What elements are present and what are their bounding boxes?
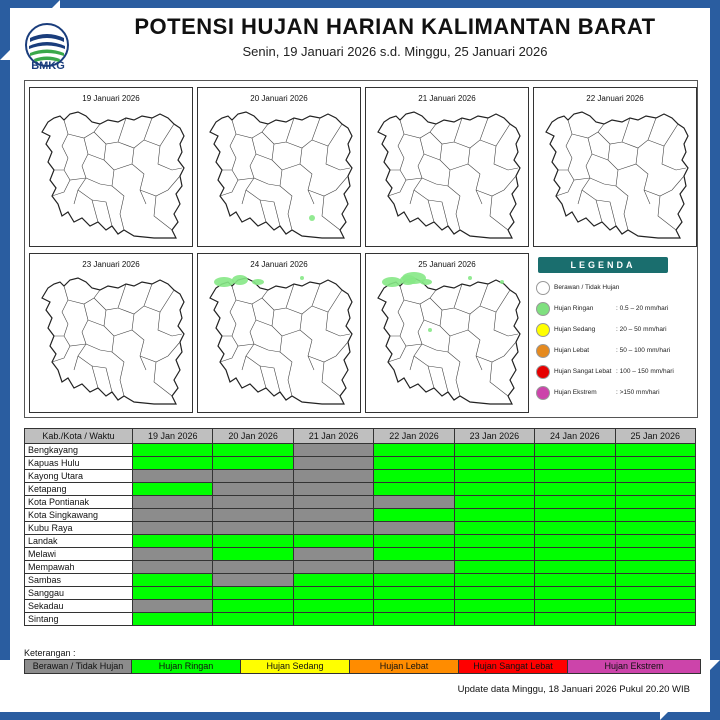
forecast-cell xyxy=(454,444,534,457)
forecast-cell xyxy=(213,548,293,561)
legend-item xyxy=(536,365,696,379)
forecast-cell xyxy=(293,444,373,457)
province-outline xyxy=(378,278,520,404)
forecast-cell xyxy=(535,509,615,522)
forecast-cell xyxy=(133,496,213,509)
province-outline xyxy=(210,278,352,404)
column-header-date: 23 Jan 2026 xyxy=(454,429,534,444)
keterangan-item: Berawan / Tidak Hujan xyxy=(25,660,132,673)
legend-item xyxy=(536,302,696,316)
legend-name: Hujan Sangat Lebat xyxy=(554,368,612,375)
map-date-label: 23 Januari 2026 xyxy=(82,260,140,269)
forecast-cell xyxy=(535,587,615,600)
kalbar-map xyxy=(202,270,356,408)
kalbar-map xyxy=(538,104,692,242)
legend-name: Hujan Sedang xyxy=(554,326,596,333)
forecast-cell xyxy=(454,613,534,626)
province-outline xyxy=(378,112,520,238)
forecast-cell xyxy=(133,522,213,535)
kalbar-map xyxy=(370,270,524,408)
forecast-cell xyxy=(133,561,213,574)
map-date-label: 19 Januari 2026 xyxy=(82,94,140,103)
forecast-cell xyxy=(293,457,373,470)
forecast-cell xyxy=(535,600,615,613)
forecast-cell xyxy=(615,574,695,587)
keterangan-item: Hujan Lebat xyxy=(350,660,459,673)
legend-name: Hujan Lebat xyxy=(554,347,590,354)
province-outline xyxy=(210,112,352,238)
map-date-label: 22 Januari 2026 xyxy=(586,94,644,103)
forecast-cell xyxy=(213,587,293,600)
forecast-cell xyxy=(535,496,615,509)
forecast-cell xyxy=(293,496,373,509)
forecast-cell xyxy=(133,457,213,470)
legend xyxy=(530,249,692,409)
map-date-label: 20 Januari 2026 xyxy=(250,94,308,103)
forecast-cell xyxy=(213,613,293,626)
forecast-cell xyxy=(374,444,454,457)
legend-range: : 100 – 150 mm/hari xyxy=(616,368,674,375)
region-name: Melawi xyxy=(25,548,133,561)
legend-swatch xyxy=(536,386,550,400)
region-name: Sintang xyxy=(25,613,133,626)
forecast-cell xyxy=(454,457,534,470)
forecast-cell xyxy=(454,483,534,496)
forecast-cell xyxy=(133,535,213,548)
forecast-cell xyxy=(213,444,293,457)
column-header-date: 19 Jan 2026 xyxy=(133,429,213,444)
region-name: Kota Pontianak xyxy=(25,496,133,509)
forecast-cell xyxy=(293,483,373,496)
legend-item xyxy=(536,386,696,400)
region-name: Sanggau xyxy=(25,587,133,600)
forecast-cell xyxy=(133,509,213,522)
forecast-cell xyxy=(615,496,695,509)
map-panel xyxy=(197,253,361,413)
forecast-cell xyxy=(293,587,373,600)
forecast-cell xyxy=(535,574,615,587)
forecast-cell xyxy=(374,574,454,587)
frame-top xyxy=(60,0,720,8)
legend-item xyxy=(536,323,696,337)
forecast-cell xyxy=(374,457,454,470)
legend-name: Hujan Ekstrem xyxy=(554,389,597,396)
forecast-cell xyxy=(535,444,615,457)
forecast-cell xyxy=(293,613,373,626)
rain-table xyxy=(24,428,696,626)
forecast-cell xyxy=(133,600,213,613)
forecast-cell xyxy=(535,535,615,548)
forecast-cell xyxy=(293,574,373,587)
forecast-cell xyxy=(374,496,454,509)
region-name: Kapuas Hulu xyxy=(25,457,133,470)
table-header-row xyxy=(25,429,696,444)
forecast-cell xyxy=(213,561,293,574)
forecast-cell xyxy=(535,613,615,626)
map-panel xyxy=(365,253,529,413)
region-name: Bengkayang xyxy=(25,444,133,457)
page-subtitle: Senin, 19 Januari 2026 s.d. Minggu, 25 Januari 2026 xyxy=(242,44,548,59)
map-panel xyxy=(197,87,361,247)
forecast-cell xyxy=(535,522,615,535)
forecast-cell xyxy=(454,574,534,587)
table-row xyxy=(25,561,696,574)
province-outline xyxy=(42,278,184,404)
legend-name: Berawan / Tidak Hujan xyxy=(554,284,620,291)
frame-left xyxy=(0,60,10,660)
forecast-cell xyxy=(615,587,695,600)
forecast-cell xyxy=(213,509,293,522)
forecast-cell xyxy=(454,587,534,600)
column-header-date: 25 Jan 2026 xyxy=(615,429,695,444)
legend-item xyxy=(536,344,696,358)
forecast-cell xyxy=(454,535,534,548)
forecast-cell xyxy=(374,548,454,561)
forecast-cell xyxy=(293,470,373,483)
rain-area xyxy=(300,276,304,280)
region-name: Landak xyxy=(25,535,133,548)
forecast-cell xyxy=(535,561,615,574)
forecast-cell xyxy=(615,548,695,561)
forecast-cell xyxy=(535,470,615,483)
forecast-cell xyxy=(133,483,213,496)
legend-swatch xyxy=(536,302,550,316)
rain-area xyxy=(382,277,402,287)
forecast-cell xyxy=(374,509,454,522)
map-grid xyxy=(24,80,698,418)
map-panel xyxy=(29,87,193,247)
forecast-cell xyxy=(615,613,695,626)
legend-swatch xyxy=(536,344,550,358)
forecast-cell xyxy=(374,535,454,548)
column-header-date: 24 Jan 2026 xyxy=(535,429,615,444)
keterangan-bar xyxy=(24,659,701,674)
forecast-cell xyxy=(213,483,293,496)
forecast-cell xyxy=(293,600,373,613)
legend-swatch xyxy=(536,323,550,337)
legend-item xyxy=(536,281,696,295)
keterangan-label: Keterangan : xyxy=(24,648,76,658)
keterangan-item: Hujan Sedang xyxy=(241,660,350,673)
table-row xyxy=(25,613,696,626)
forecast-cell xyxy=(615,509,695,522)
table-row xyxy=(25,574,696,587)
forecast-cell xyxy=(454,522,534,535)
update-timestamp: Update data Minggu, 18 Januari 2026 Pukul 20.20 WIB xyxy=(457,684,690,695)
table-row xyxy=(25,457,696,470)
keterangan-item: Hujan Ringan xyxy=(132,660,241,673)
keterangan-item: Hujan Ekstrem xyxy=(568,660,700,673)
forecast-cell xyxy=(535,457,615,470)
frame-bottom xyxy=(0,712,660,720)
keterangan-item: Hujan Sangat Lebat xyxy=(459,660,568,673)
table-row xyxy=(25,600,696,613)
forecast-cell xyxy=(454,548,534,561)
forecast-cell xyxy=(454,561,534,574)
forecast-cell xyxy=(454,496,534,509)
map-date-label: 24 Januari 2026 xyxy=(250,260,308,269)
kalbar-map xyxy=(202,104,356,242)
forecast-cell xyxy=(293,509,373,522)
region-name: Kayong Utara xyxy=(25,470,133,483)
table-row xyxy=(25,444,696,457)
table-row xyxy=(25,509,696,522)
rain-area xyxy=(252,279,264,285)
forecast-cell xyxy=(454,600,534,613)
forecast-cell xyxy=(374,600,454,613)
table-row xyxy=(25,522,696,535)
forecast-cell xyxy=(615,444,695,457)
legend-swatch xyxy=(536,281,550,295)
column-header-date: 20 Jan 2026 xyxy=(213,429,293,444)
forecast-cell xyxy=(133,587,213,600)
forecast-cell xyxy=(133,444,213,457)
rain-area xyxy=(214,277,234,287)
forecast-cell xyxy=(535,483,615,496)
legend-range: : 50 – 100 mm/hari xyxy=(616,347,671,354)
forecast-cell xyxy=(615,470,695,483)
forecast-cell xyxy=(615,457,695,470)
region-name: Kubu Raya xyxy=(25,522,133,535)
forecast-cell xyxy=(454,509,534,522)
table-row xyxy=(25,587,696,600)
frame-right xyxy=(710,0,720,660)
forecast-cell xyxy=(293,548,373,561)
forecast-cell xyxy=(374,561,454,574)
forecast-cell xyxy=(615,561,695,574)
rain-area xyxy=(500,280,504,284)
forecast-cell xyxy=(374,587,454,600)
forecast-cell xyxy=(293,535,373,548)
kalbar-map xyxy=(34,270,188,408)
forecast-cell xyxy=(213,574,293,587)
region-name: Kota Singkawang xyxy=(25,509,133,522)
column-header-date: 21 Jan 2026 xyxy=(293,429,373,444)
rain-area xyxy=(468,276,472,280)
region-name: Sekadau xyxy=(25,600,133,613)
map-panel xyxy=(29,253,193,413)
map-date-label: 25 Januari 2026 xyxy=(418,260,476,269)
forecast-cell xyxy=(615,522,695,535)
legend-swatch xyxy=(536,365,550,379)
table-row xyxy=(25,483,696,496)
province-outline xyxy=(546,112,688,238)
map-date-label: 21 Januari 2026 xyxy=(418,94,476,103)
map-panel xyxy=(533,87,697,247)
legend-range: : >150 mm/hari xyxy=(616,389,660,396)
forecast-cell xyxy=(615,483,695,496)
rain-area xyxy=(309,215,315,221)
table-row xyxy=(25,496,696,509)
region-name: Ketapang xyxy=(25,483,133,496)
legend-name: Hujan Ringan xyxy=(554,305,594,312)
kalbar-map xyxy=(370,104,524,242)
table-row xyxy=(25,470,696,483)
logo-text: BMKG xyxy=(31,60,65,72)
rain-area xyxy=(232,275,248,285)
forecast-cell xyxy=(293,522,373,535)
forecast-cell xyxy=(374,483,454,496)
forecast-cell xyxy=(213,522,293,535)
map-panel xyxy=(365,87,529,247)
page-title: POTENSI HUJAN HARIAN KALIMANTAN BARAT xyxy=(134,14,656,39)
rain-area xyxy=(428,328,432,332)
column-header-date: 22 Jan 2026 xyxy=(374,429,454,444)
forecast-cell xyxy=(213,470,293,483)
table-row xyxy=(25,548,696,561)
forecast-cell xyxy=(133,548,213,561)
kalbar-map xyxy=(34,104,188,242)
forecast-cell xyxy=(213,457,293,470)
forecast-cell xyxy=(213,496,293,509)
table-row xyxy=(25,535,696,548)
column-header-region: Kab./Kota / Waktu xyxy=(25,429,133,444)
forecast-cell xyxy=(374,613,454,626)
forecast-cell xyxy=(293,561,373,574)
forecast-cell xyxy=(133,613,213,626)
forecast-cell xyxy=(535,548,615,561)
region-name: Sambas xyxy=(25,574,133,587)
forecast-cell xyxy=(615,600,695,613)
forecast-cell xyxy=(133,574,213,587)
forecast-cell xyxy=(454,470,534,483)
forecast-cell xyxy=(213,535,293,548)
rain-area xyxy=(402,272,426,284)
forecast-cell xyxy=(213,600,293,613)
province-outline xyxy=(42,112,184,238)
legend-range: : 0.5 – 20 mm/hari xyxy=(616,305,669,312)
forecast-cell xyxy=(374,522,454,535)
forecast-cell xyxy=(374,470,454,483)
legend-range: : 20 – 50 mm/hari xyxy=(616,326,667,333)
forecast-cell xyxy=(615,535,695,548)
legend-title: LEGENDA xyxy=(538,257,668,273)
region-name: Mempawah xyxy=(25,561,133,574)
forecast-cell xyxy=(133,470,213,483)
